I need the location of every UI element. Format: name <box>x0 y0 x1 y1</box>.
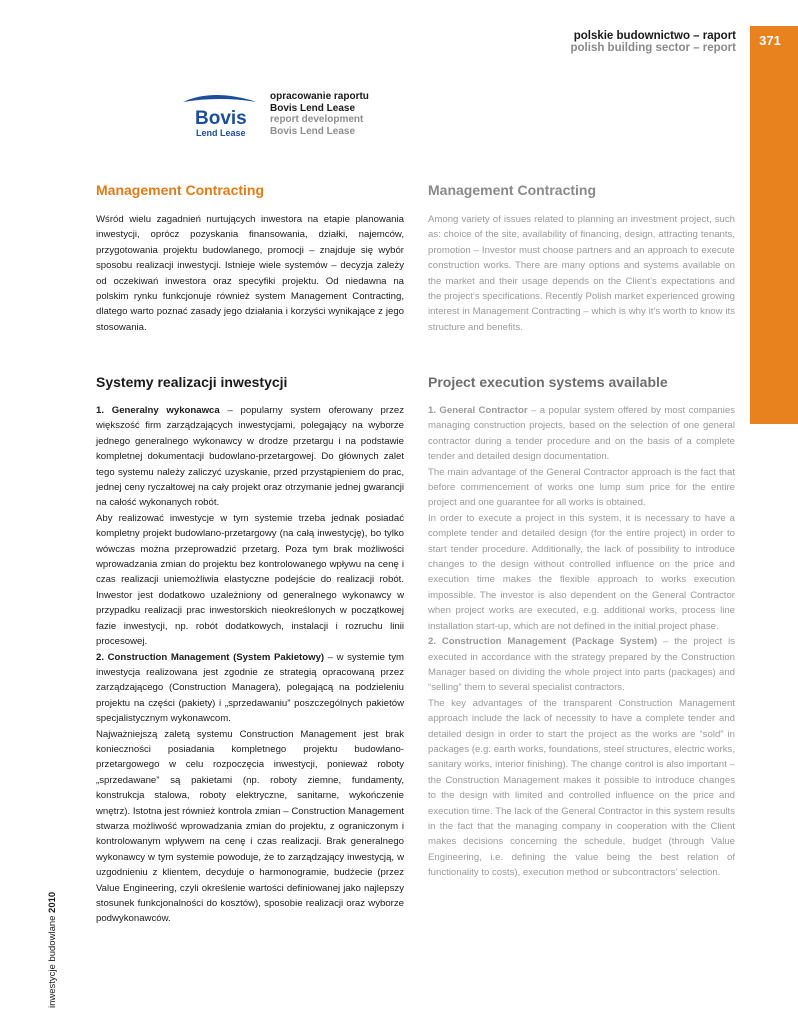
en-item1-text: – a popular system offered by most companies managing construction projects, based on the selection of one general contractor during a tender procedure and on the basis of a complete tender and detailed design documentation. <box>428 405 735 463</box>
en-paragraph-2: The main advantage of the General Contractor approach is the fact that before commencement of works one lump sum price for the entire project and one guarantee for all works is obtained. <box>428 466 735 509</box>
section2-heading-pl: Systemy realizacji inwestycji <box>96 374 288 390</box>
page-tab <box>750 26 798 424</box>
header-title-pl: polskie budownictwo – raport <box>573 30 736 42</box>
section1-paragraph-pl: Wśród wielu zagadnień nurtujących inwestora na etapie planowania inwestycji, oprócz pozyskania finansowania, działki, najemców, przygotowania projektu budowlanego, promocji – znajduje się wybór sposobu realizacji inwestycji. Istnieje wiele systemów – decyzja zależy od oczekiwań inwestora oraz specyfiki projektu. Od niedawna na polskim rynku funkcjonuje również system Management Contracting, dlatego warto poznać zasady jego działania i korzyści wynikające z jego stosowania. <box>96 214 404 333</box>
pl-item1-title: 1. Generalny wykonawca <box>96 405 220 416</box>
logo-swoosh <box>183 95 257 102</box>
credits-pl-line1: opracowanie raportu <box>270 91 369 102</box>
section1-paragraph-en: Among variety of issues related to planning an investment project, such as: choice of the site, availability of financing, design, attracting tenants, promotion – Investor must choose partners and an approach to execute construction works. There are many options and systems available on the market and their usage depends on the Client’s expectations and the project’s specifications. Recently Polish market experienced growing interest in Management Contracting – which is why it’s worth to know its structure and benefits. <box>428 214 735 333</box>
en-paragraph-4 <box>428 634 735 696</box>
section2-body-en <box>428 403 735 881</box>
section1-heading-en: Management Contracting <box>428 182 597 198</box>
bovis-logo <box>183 92 258 140</box>
credits-en-line1: report development <box>270 114 364 125</box>
section1-body-pl <box>96 212 404 335</box>
section2-body-pl <box>96 403 404 927</box>
pl-paragraph-4: Najważniejszą zaletą systemu Construction Management jest brak konieczności posiadania kompletnego projektu budowlano-przetargowego w celu rozpoczęcia inwestycji, ponieważ roboty „sprzedawane” są pakietami (np. roboty ziemne, fundamenty, konstrukcja stalowa, roboty elektryczne, sanitarne, wykończenie wnętrz). Istotna jest również kontrola zmian – Construction Management stwarza możliwość wprowadzania zmian do projektu, z ograniczonym i kontrolowanym wpływem na cenę i czas realizacji. Brak generalnego wykonawcy w tym systemie powoduje, że to zarządzający inwestycją, w uzgodnieniu z klientem, decyduje o harmonogramie, budżecie (przez Value Engineering, czyli określenie wartości definiowanej jako najlepszy stosunek funkcjonalności do kosztów), sposobie realizacji oraz wyborze podwykonawców. <box>96 728 404 925</box>
sidebar-publication <box>48 888 58 1008</box>
en-item2-text: – the project is executed in accordance with the strategy prepared by the Construction Manager based on dividing the whole project into parts (packages) and “selling” them to several specialist contractors. <box>428 636 736 694</box>
credits <box>270 91 369 137</box>
credits-en-line2: Bovis Lend Lease <box>270 125 356 137</box>
en-item2-title: 2. Construction Management (Package System) <box>428 636 658 648</box>
logo-word1: Bovis <box>195 108 247 129</box>
section1-body-en <box>428 212 735 335</box>
pl-item1-text: – popularny system oferowany przez większość firm zarządzających inwestycjami, polegający na wyborze jednego generalnego wykonawcy w drodze przetargu i na podstawie kompletnej dokumentacji budowlano-przetargowej. Do głównych zalet tego systemu należy zaliczyć uzyskanie, przed przystąpieniem do prac, jednej ceny ryczałtowej na cały projekt oraz otrzymanie jednej gwarancji na całość wykonanych robót. <box>96 405 404 509</box>
logo-word2: Lend Lease <box>196 128 246 138</box>
section2-heading-en: Project execution systems available <box>428 374 668 390</box>
header-title-en: polish building sector – report <box>570 42 736 54</box>
pl-item2-text: – w systemie tym inwestycja realizowana jest zgodnie ze strategią opracowaną przez zarządzającego (Construction Managera), polegającą na podzieleniu projektu na części (pakiety) i „sprzedawaniu” poszczególnych pakietów specjalistycznym wykonawcom. <box>96 651 405 725</box>
sidebar-year: 2010 <box>47 891 58 913</box>
section1-heading-pl: Management Contracting <box>96 182 265 198</box>
en-item1-title: 1. General Contractor <box>428 405 528 416</box>
pl-paragraph-1 <box>96 403 404 511</box>
credits-pl-line2: Bovis Lend Lease <box>270 102 356 114</box>
en-paragraph-3: In order to execute a project in this system, it is necessary to have a complete tender and detailed design (for the entire project) in order to start tender procedure. Additionally, the lack of possibility to introduce changes to the design without controlled influence on the price and execution time makes the flexible approach to works execution impossible. The investor is also dependent on the General Contractor when project works are executed, e.g. additional works, process line installation start-up, which are not defined in the initial project phase. <box>428 512 735 632</box>
en-paragraph-5: The key advantages of the transparent Construction Management approach include the lack of necessity to have a complete tender and detailed design in order to start the project as the works are “sold” in packages (e.g. earth works, foundations, steel structures, electric works, sanitary works, interior finishing). The change control is also important – the Construction Management makes it possible to introduce changes to the design with limited and controlled influence on the price and execution time. The lack of the General Contractor in this system results in the fact that the managing company in cooperation with the Client makes decisions concerning the schedule, budget (through Value Engineering, i.e. defining the value being the best relation of functionality to costs), execution method or subcontractors’ selection. <box>428 697 735 879</box>
pl-paragraph-2: Aby realizować inwestycje w tym systemie trzeba jednak posiadać kompletny projekt budowlano-przetargowy (na całą inwestycję), bo tylko wówczas można przeprowadzić przetarg. Poza tym brak możliwości wprowadzania zmian do projektu bez kontrolowanego wpływu na cenę i czas realizacji uniemożliwia elastyczne podejście do realizacji robót. Inwestor jest dodatkowo uzależniony od generalnego wykonawcy w przypadku realizacji prac inwestorskich nieokreślonych w początkowej fazie inwestycji, np. robót dodatkowych, instalacji i rozruchu linii procesowej. <box>96 512 404 648</box>
page-number: 371 <box>759 33 781 48</box>
en-paragraph-1 <box>428 403 735 465</box>
sidebar-text <box>47 892 58 1008</box>
pl-paragraph-3 <box>96 650 404 727</box>
pl-item2-title: 2. Construction Management (System Pakietowy) <box>96 651 325 663</box>
sidebar-publication-name: inwestycje budowlane <box>47 915 58 1008</box>
